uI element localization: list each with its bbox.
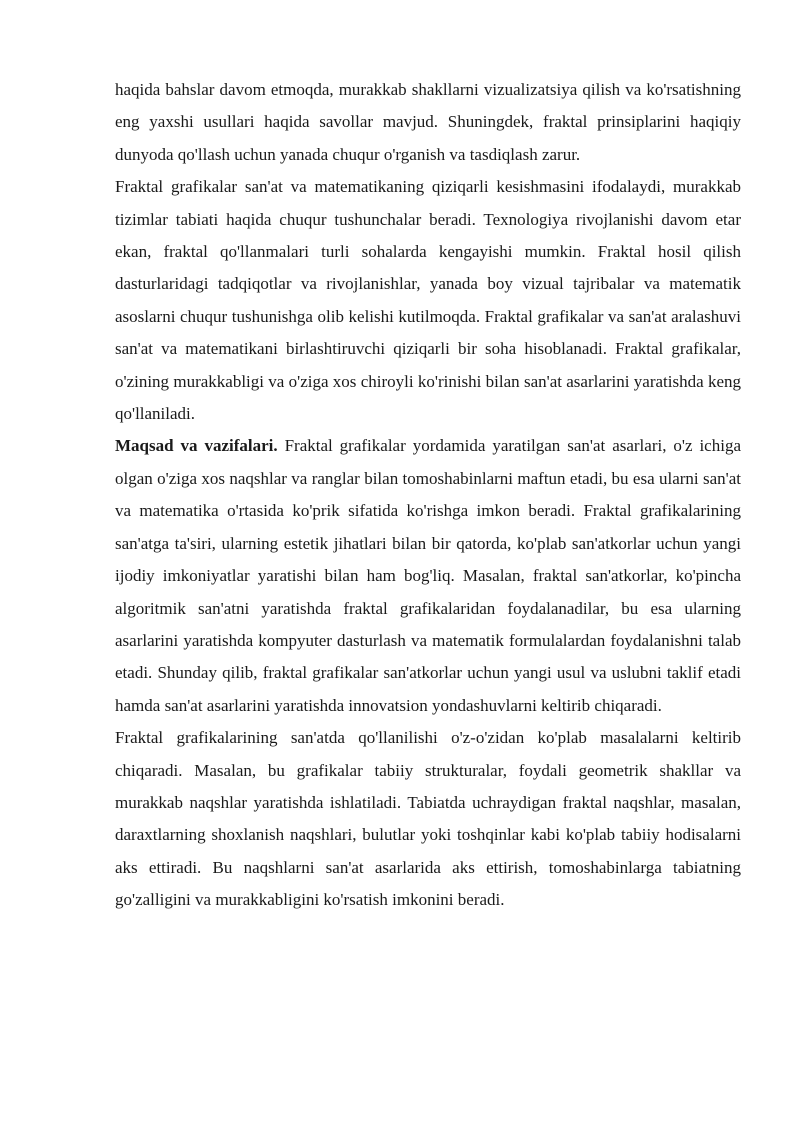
section-heading: Maqsad va vazifalari. (115, 436, 278, 456)
paragraph-2 (115, 171, 741, 430)
paragraph-3 (115, 430, 741, 722)
paragraph-1-text: haqida bahslar davom etmoqda, murakkab shakllarni vizualizatsiya qilish va ko'rsatishning eng yaxshi usullari haqida savollar mavjud. Shuningdek, fraktal prinsiplarini haqiqiy dunyoda qo'llash uchun yanada chuqur o'rganish va tasdiqlash zarur. (115, 80, 741, 164)
paragraph-4-text: Fraktal grafikalarining san'atda qo'llanilishi o'z-o'zidan ko'plab masalalarni keltirib chiqaradi. Masalan, bu grafikalar tabiiy strukturalar, foydali geometrik shakllar va murakkab naqshlar yaratishda ishlatiladi. Tabiatda uchraydigan fraktal naqshlar, masalan, daraxtlarning shoxlanish naqshlari, bulutlar yoki toshqinlar kabi ko'plab tabiiy hodisalarni aks ettiradi. Bu naqshlarni san'at asarlarida aks ettirish, tomoshabinlarga tabiatning go'zalligini va murakkabligini ko'rsatish imkonini beradi. (115, 728, 741, 910)
paragraph-3-text: Fraktal grafikalar yordamida yaratilgan san'at asarlari, o'z ichiga olgan o'ziga xos naqshlar va ranglar bilan tomoshabinlarni maftun etadi, bu esa ularni san'at va matematika o'rtasida ko'prik sifatida ko'rishga imkon beradi. Fraktal grafikalarining san'atga ta'siri, ularning estetik jihatlari bilan bir qatorda, ko'plab san'atkorlar uchun yangi ijodiy imkoniyatlar yaratishi bilan ham bog'liq. Masalan, fraktal san'atkorlar, ko'pincha algoritmik san'atni yaratishda fraktal grafikalaridan foydalanadilar, bu esa ularning asarlarini yaratishda kompyuter dasturlash va matematik formulalardan foydalanishni talab etadi. Shunday qilib, fraktal grafikalar san'atkorlar uchun yangi usul va uslubni taklif etadi hamda san'at asarlarini yaratishda innovatsion yondashuvlarni keltirib chiqaradi. (115, 436, 741, 715)
paragraph-2-text: Fraktal grafikalar san'at va matematikaning qiziqarli kesishmasini ifodalaydi, murakkab tizimlar tabiati haqida chuqur tushunchalar beradi. Texnologiya rivojlanishi davom etar ekan, fraktal qo'llanmalari turli sohalarda kengayishi mumkin. Fraktal hosil qilish dasturlaridagi tadqiqotlar va rivojlanishlar, yanada boy vizual tajribalar va matematik asoslarni chuqur tushunishga olib kelishi kutilmoqda. Fraktal grafikalar va san'at aralashuvi san'at va matematikani birlashtiruvchi qiziqarli bir soha hisoblanadi. Fraktal grafikalar, o'zining murakkabligi va o'ziga xos chiroyli ko'rinishi bilan san'at asarlarini yaratishda keng qo'llaniladi. (115, 177, 741, 424)
body-text (115, 74, 741, 917)
paragraph-1 (115, 74, 741, 171)
paragraph-4 (115, 722, 741, 916)
